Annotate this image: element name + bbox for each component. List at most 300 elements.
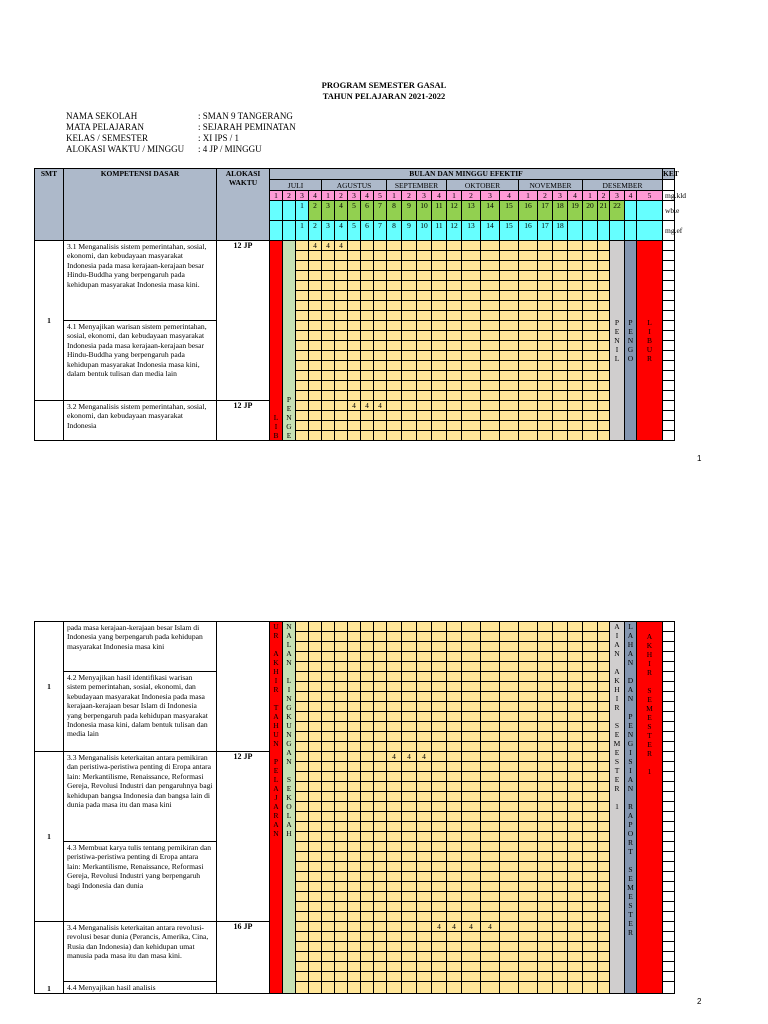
week-cell xyxy=(598,912,610,922)
week-cell xyxy=(417,852,432,862)
week-cell xyxy=(361,782,374,792)
week-cell xyxy=(462,371,481,381)
week-cell xyxy=(417,712,432,722)
vertical-letter: H xyxy=(273,667,279,676)
vertical-letter: N xyxy=(286,622,292,631)
week-cell xyxy=(402,662,417,672)
week-cell xyxy=(481,712,500,722)
vertical-letter: L xyxy=(273,413,279,422)
week-cell xyxy=(387,772,402,782)
week-cell xyxy=(417,391,432,401)
week-cell xyxy=(361,632,374,642)
week-cell xyxy=(348,271,361,281)
week-cell xyxy=(553,822,568,832)
vertical-letter: K xyxy=(273,658,279,667)
week-cell xyxy=(348,241,361,251)
week-cell xyxy=(583,301,598,311)
week-cell xyxy=(583,882,598,892)
week-cell xyxy=(361,822,374,832)
week-cell xyxy=(500,321,519,331)
week-cell: 4 xyxy=(447,922,462,932)
week-cell xyxy=(374,842,387,852)
week-cell xyxy=(322,431,335,441)
week-cell xyxy=(481,842,500,852)
week-cell xyxy=(402,822,417,832)
week-cell xyxy=(387,391,402,401)
vertical-letter: I xyxy=(287,685,291,694)
week-cell xyxy=(568,692,583,702)
week-cell xyxy=(519,732,538,742)
week-cell xyxy=(309,782,322,792)
week-effective xyxy=(637,221,663,241)
week-cell xyxy=(348,782,361,792)
week-cell xyxy=(402,692,417,702)
week-cell xyxy=(462,722,481,732)
week-cell xyxy=(519,692,538,702)
ket-cell xyxy=(663,982,675,994)
vertical-letter: P xyxy=(286,395,292,404)
info-value: : SMAN 9 TANGERANG xyxy=(198,111,293,121)
week-cell xyxy=(519,411,538,421)
week-cell xyxy=(361,662,374,672)
week-cell xyxy=(583,401,598,411)
week-cell xyxy=(519,812,538,822)
week-cell xyxy=(500,862,519,872)
ket-cell xyxy=(663,672,675,682)
week-cell xyxy=(568,391,583,401)
vertical-letter: T xyxy=(614,766,620,775)
week-cell xyxy=(447,331,462,341)
week-cell xyxy=(417,812,432,822)
ket-cell xyxy=(663,912,675,922)
week-cell xyxy=(432,281,447,291)
week-cell xyxy=(481,882,500,892)
week-cell xyxy=(374,632,387,642)
week-cell xyxy=(538,251,553,261)
week-cell xyxy=(432,692,447,702)
penilaian-column xyxy=(610,622,625,994)
week-cell xyxy=(348,622,361,632)
week-cell xyxy=(462,632,481,642)
week-cell xyxy=(335,642,348,652)
week-cell xyxy=(417,842,432,852)
week-cell xyxy=(500,882,519,892)
week-cell xyxy=(296,672,309,682)
vertical-letter: R xyxy=(273,631,279,640)
week-cell xyxy=(500,722,519,732)
vertical-letter: T xyxy=(273,703,279,712)
week-cell xyxy=(519,391,538,401)
week-cell xyxy=(417,431,432,441)
week-cell xyxy=(519,762,538,772)
week-cell xyxy=(402,632,417,642)
week-cell xyxy=(417,692,432,702)
week-cell xyxy=(361,251,374,261)
week-effective: 6 xyxy=(361,221,374,241)
week-cell xyxy=(361,772,374,782)
week-cell xyxy=(598,782,610,792)
week-cell xyxy=(387,632,402,642)
week-cell xyxy=(402,421,417,431)
week-cell xyxy=(361,411,374,421)
kd-text: 4.1 Menyajikan warisan sistem pemerintahan, sosial, ekonomi, dan kebudayaan masyarakat Indonesia pada masa kerajaan-kerajaan besar Hindu-Buddha yang berpengaruh pada kehidupan masyarakat Indonesia masa kini, dalam bentuk tulisan dan media lain xyxy=(64,321,217,401)
week-cell xyxy=(335,762,348,772)
week-cell xyxy=(296,882,309,892)
week-cell xyxy=(462,291,481,301)
week-cell xyxy=(519,622,538,632)
week-cell xyxy=(402,401,417,411)
week-cell xyxy=(462,662,481,672)
week-cell xyxy=(322,391,335,401)
week-cell xyxy=(322,331,335,341)
vertical-letter: G xyxy=(286,739,292,748)
week-calendar: 3 xyxy=(322,201,335,221)
ket-cell xyxy=(663,932,675,942)
week-calendar: 6 xyxy=(361,201,374,221)
month-header: OKTOBER xyxy=(447,180,519,191)
week-cell xyxy=(538,762,553,772)
week-cell xyxy=(348,301,361,311)
week-cell xyxy=(432,792,447,802)
vertical-letter: K xyxy=(286,793,292,802)
week-cell xyxy=(374,662,387,672)
week-cell xyxy=(374,291,387,301)
week-cell xyxy=(322,351,335,361)
vertical-letter: E xyxy=(273,766,279,775)
week-cell xyxy=(309,702,322,712)
vertical-letter: A xyxy=(627,649,634,658)
week-cell xyxy=(309,812,322,822)
week-cell xyxy=(348,311,361,321)
week-cell xyxy=(481,782,500,792)
col-header-smt: SMT xyxy=(35,169,64,241)
vertical-letter: P xyxy=(628,712,633,721)
week-cell xyxy=(500,872,519,882)
week-cell xyxy=(500,952,519,962)
week-cell xyxy=(322,712,335,722)
week-cell xyxy=(481,391,500,401)
vertical-letter: E xyxy=(628,721,633,730)
week-cell xyxy=(361,682,374,692)
week-cell xyxy=(417,321,432,331)
week-cell xyxy=(462,642,481,652)
vertical-letter: J xyxy=(274,793,278,802)
week-cell xyxy=(374,802,387,812)
week-cell xyxy=(462,812,481,822)
week-cell xyxy=(481,772,500,782)
week-cell xyxy=(500,391,519,401)
week-cell xyxy=(553,972,568,982)
week-cell xyxy=(402,852,417,862)
week-cell xyxy=(462,982,481,994)
week-cell xyxy=(568,251,583,261)
week-cell xyxy=(417,241,432,251)
week-cell xyxy=(598,982,610,994)
week-cell xyxy=(598,331,610,341)
week-cell xyxy=(598,632,610,642)
ket-cell xyxy=(663,882,675,892)
week-cell xyxy=(481,381,500,391)
week-cell xyxy=(598,892,610,902)
ket-cell xyxy=(663,371,675,381)
week-effective: 3 xyxy=(322,221,335,241)
week-number: 1 xyxy=(583,191,598,201)
week-cell xyxy=(322,692,335,702)
kd-text: 3.2 Menganalisis sistem pemerintahan, sosial, ekonomi, dan kebudayaan masyarakat Indonesia xyxy=(64,401,217,441)
week-cell xyxy=(296,712,309,722)
info-value: : SEJARAH PEMINATAN xyxy=(198,122,296,132)
week-cell xyxy=(296,732,309,742)
week-cell xyxy=(500,331,519,341)
week-cell xyxy=(387,622,402,632)
week-cell xyxy=(583,662,598,672)
week-cell xyxy=(447,271,462,281)
week-cell xyxy=(447,381,462,391)
week-cell xyxy=(296,371,309,381)
week-cell xyxy=(583,431,598,441)
week-cell xyxy=(598,842,610,852)
week-cell xyxy=(447,912,462,922)
doc-title: PROGRAM SEMESTER GASAL xyxy=(321,80,447,90)
week-cell xyxy=(500,261,519,271)
week-cell xyxy=(598,712,610,722)
vertical-letter: I xyxy=(274,676,278,685)
week-cell xyxy=(296,301,309,311)
week-cell xyxy=(322,882,335,892)
week-cell xyxy=(447,962,462,972)
week-cell xyxy=(374,922,387,932)
week-cell xyxy=(374,652,387,662)
week-cell xyxy=(322,782,335,792)
vertical-letter: P xyxy=(628,318,633,327)
vertical-letter: E xyxy=(628,919,633,928)
week-cell xyxy=(335,952,348,962)
week-cell xyxy=(296,872,309,882)
week-number: 3 xyxy=(481,191,500,201)
week-cell xyxy=(583,241,598,251)
week-cell xyxy=(481,862,500,872)
week-cell xyxy=(335,401,348,411)
week-cell xyxy=(432,882,447,892)
week-cell xyxy=(335,812,348,822)
week-cell xyxy=(335,291,348,301)
week-cell xyxy=(568,421,583,431)
week-cell xyxy=(432,892,447,902)
week-cell xyxy=(462,772,481,782)
week-cell xyxy=(519,962,538,972)
ket-cell xyxy=(663,842,675,852)
week-effective: 17 xyxy=(538,221,553,241)
week-cell xyxy=(538,972,553,982)
week-number: 5 xyxy=(374,191,387,201)
week-cell xyxy=(583,872,598,882)
vertical-letter: M xyxy=(627,883,634,892)
week-cell xyxy=(583,742,598,752)
week-cell xyxy=(374,962,387,972)
ket-cell xyxy=(663,431,675,441)
week-cell xyxy=(361,712,374,722)
ket-cell xyxy=(663,391,675,401)
week-cell xyxy=(583,652,598,662)
week-cell xyxy=(519,882,538,892)
week-cell xyxy=(500,762,519,772)
week-cell xyxy=(348,351,361,361)
week-cell xyxy=(402,842,417,852)
week-cell xyxy=(309,962,322,972)
week-cell xyxy=(519,251,538,261)
vertical-letter: T xyxy=(628,847,633,856)
week-cell xyxy=(402,241,417,251)
week-cell xyxy=(417,932,432,942)
week-cell xyxy=(553,932,568,942)
week-cell xyxy=(374,251,387,261)
week-cell xyxy=(583,782,598,792)
week-cell xyxy=(387,822,402,832)
vertical-letter xyxy=(270,640,282,649)
week-cell xyxy=(538,982,553,994)
week-cell xyxy=(432,652,447,662)
week-cell xyxy=(402,301,417,311)
week-cell xyxy=(322,632,335,642)
week-cell xyxy=(296,261,309,271)
week-cell xyxy=(481,762,500,772)
week-cell xyxy=(348,642,361,652)
vertical-letter: M xyxy=(613,739,621,748)
week-cell xyxy=(296,762,309,772)
week-cell xyxy=(374,281,387,291)
week-cell xyxy=(322,682,335,692)
week-cell xyxy=(598,301,610,311)
ket-cell xyxy=(663,180,675,191)
vertical-letter: R xyxy=(627,802,633,811)
week-cell xyxy=(417,261,432,271)
week-cell xyxy=(568,381,583,391)
week-cell xyxy=(402,792,417,802)
ket-cell xyxy=(663,712,675,722)
week-cell xyxy=(481,972,500,982)
week-cell xyxy=(322,872,335,882)
week-effective xyxy=(583,221,598,241)
vertical-letter: H xyxy=(646,650,653,659)
week-cell xyxy=(374,902,387,912)
week-cell xyxy=(322,291,335,301)
week-cell xyxy=(568,371,583,381)
pengolahan-column xyxy=(625,241,637,441)
week-cell xyxy=(553,321,568,331)
week-cell xyxy=(568,261,583,271)
week-cell xyxy=(361,932,374,942)
week-cell xyxy=(296,852,309,862)
week-cell xyxy=(568,411,583,421)
week-cell xyxy=(583,341,598,351)
week-effective: 11 xyxy=(432,221,447,241)
vertical-letter: A xyxy=(286,631,292,640)
ket-label: wb.e xyxy=(663,201,675,221)
week-cell xyxy=(374,351,387,361)
week-cell xyxy=(309,371,322,381)
week-cell xyxy=(348,832,361,842)
week-cell xyxy=(309,732,322,742)
week-cell xyxy=(598,902,610,912)
week-cell xyxy=(387,411,402,421)
week-cell xyxy=(296,662,309,672)
week-cell xyxy=(500,962,519,972)
week-cell xyxy=(322,341,335,351)
week-cell xyxy=(361,371,374,381)
vertical-letter: N xyxy=(614,336,620,345)
week-cell xyxy=(417,832,432,842)
week-cell xyxy=(447,882,462,892)
semester-cell: 1 xyxy=(35,241,64,401)
week-cell xyxy=(447,391,462,401)
week-cell xyxy=(417,892,432,902)
week-cell xyxy=(361,902,374,912)
kd-text: 4.3 Membuat karya tulis tentang pemikiran dan peristiwa-peristiwa penting di Eropa antara lain: Merkantilisme, Renaissance, Reformasi Gereja, Revolusi Industri yang berpengaruh bagi Indonesia dan dunia xyxy=(64,842,217,922)
vertical-letter: A xyxy=(273,649,279,658)
week-cell xyxy=(432,742,447,752)
week-cell xyxy=(481,812,500,822)
week-cell xyxy=(519,942,538,952)
week-cell xyxy=(553,732,568,742)
week-cell xyxy=(417,341,432,351)
week-cell xyxy=(296,311,309,321)
week-cell xyxy=(432,972,447,982)
week-cell xyxy=(598,321,610,331)
week-cell xyxy=(500,421,519,431)
week-cell xyxy=(322,401,335,411)
week-cell xyxy=(447,411,462,421)
week-cell xyxy=(432,862,447,872)
kd-text: 3.3 Menganalisis keterkaitan antara pemikiran dan peristiwa-peristiwa penting di Eropa antara lain: Merkantilisme, Renaissance, Reformasi Gereja, Revolusi Industri dan pengaruhnya bagi kehidupan bangsa Indonesia dan bangsa lain di dunia pada masa itu dan masa kini xyxy=(64,752,217,842)
vertical-letter: A xyxy=(627,631,634,640)
week-cell xyxy=(322,972,335,982)
week-cell xyxy=(568,782,583,792)
week-cell xyxy=(361,832,374,842)
week-cell xyxy=(296,942,309,952)
week-cell xyxy=(296,772,309,782)
week-cell xyxy=(553,842,568,852)
week-cell xyxy=(432,682,447,692)
week-cell xyxy=(387,341,402,351)
week-cell xyxy=(296,341,309,351)
week-cell xyxy=(462,351,481,361)
ket-cell xyxy=(663,832,675,842)
week-cell xyxy=(447,752,462,762)
vertical-letter: L xyxy=(614,354,620,363)
week-number: 4 xyxy=(500,191,519,201)
week-cell xyxy=(348,942,361,952)
week-cell xyxy=(335,361,348,371)
week-calendar: 13 xyxy=(462,201,481,221)
week-cell xyxy=(553,421,568,431)
ket-cell xyxy=(663,702,675,712)
week-cell xyxy=(538,792,553,802)
week-cell xyxy=(553,772,568,782)
week-cell xyxy=(500,632,519,642)
week-effective xyxy=(270,221,283,241)
week-cell xyxy=(583,802,598,812)
week-cell xyxy=(598,792,610,802)
week-cell xyxy=(402,862,417,872)
week-cell xyxy=(402,762,417,772)
week-cell xyxy=(309,802,322,812)
vertical-letter xyxy=(637,677,662,686)
week-cell xyxy=(417,421,432,431)
week-cell xyxy=(538,712,553,722)
week-cell xyxy=(568,241,583,251)
week-cell xyxy=(519,822,538,832)
month-header: AGUSTUS xyxy=(322,180,387,191)
